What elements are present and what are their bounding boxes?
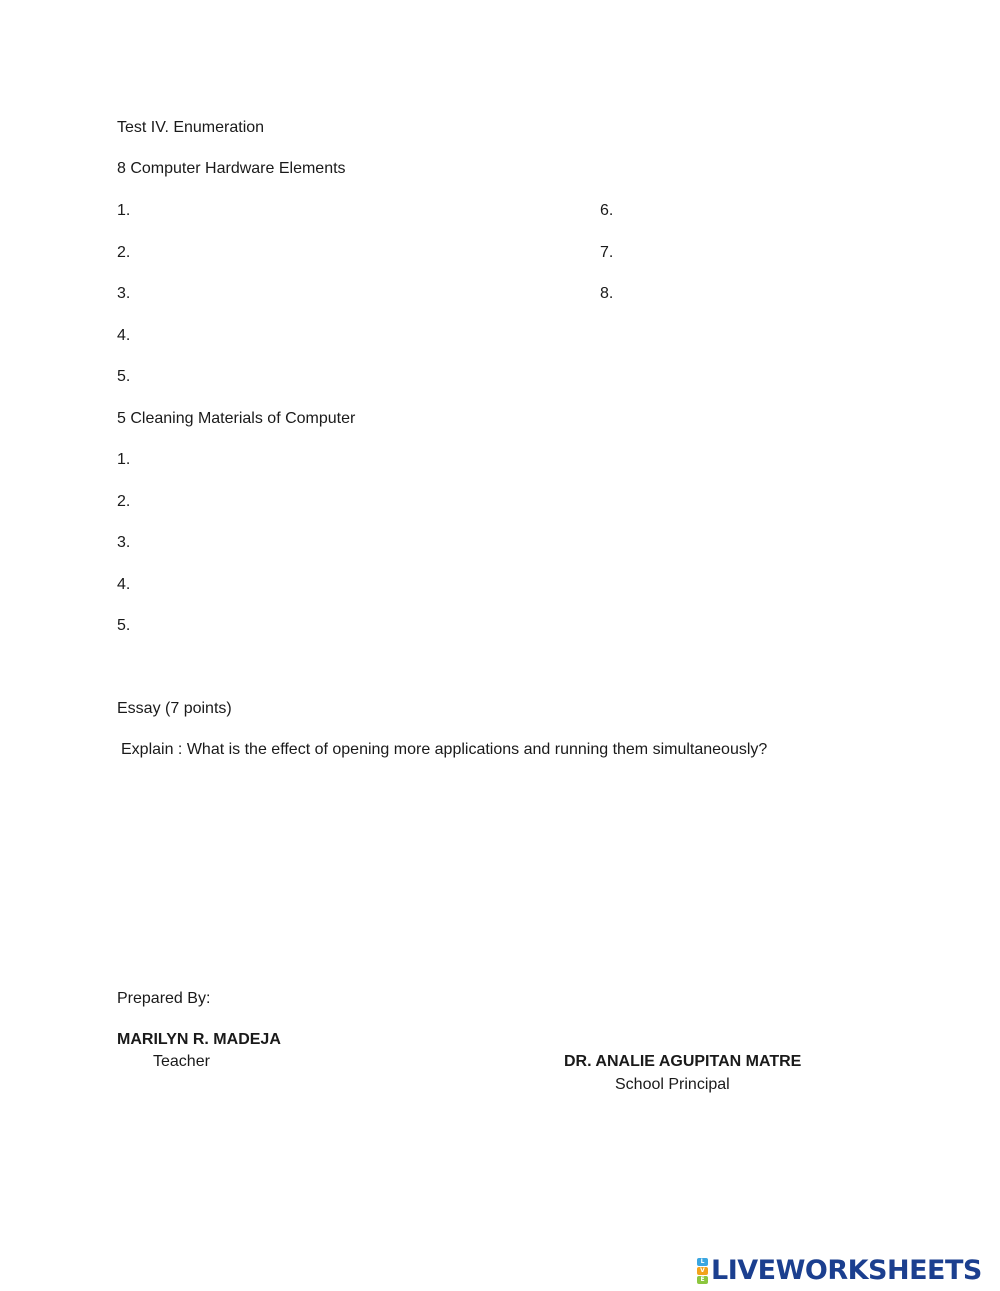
section-heading-hardware: 8 Computer Hardware Elements xyxy=(117,160,346,177)
list-item: 1. xyxy=(117,451,131,468)
prepared-by-label: Prepared By: xyxy=(117,990,211,1007)
principal-name: DR. ANALIE AGUPITAN MATRE xyxy=(564,1053,802,1070)
section-heading-cleaning: 5 Cleaning Materials of Computer xyxy=(117,410,356,427)
list-item: 4. xyxy=(117,576,131,593)
list-item: 5. xyxy=(117,617,131,634)
essay-heading: Essay (7 points) xyxy=(117,700,232,717)
essay-prompt: Explain : What is the effect of opening more applications and running them simultaneously? xyxy=(121,741,768,758)
logo-text: LIVEWORKSHEETS xyxy=(711,1255,982,1286)
teacher-role: Teacher xyxy=(153,1053,210,1070)
liveworksheets-logo xyxy=(697,1254,982,1288)
list-item: 3. xyxy=(117,534,131,551)
logo-block: L xyxy=(697,1258,708,1266)
list-item: 5. xyxy=(117,368,131,385)
teacher-name: MARILYN R. MADEJA xyxy=(117,1031,281,1048)
logo-block: E xyxy=(697,1276,708,1284)
logo-block: V xyxy=(697,1267,708,1275)
list-item: 6. xyxy=(600,202,614,219)
list-item: 2. xyxy=(117,493,131,510)
list-item: 7. xyxy=(600,244,614,261)
list-item: 8. xyxy=(600,285,614,302)
list-item: 2. xyxy=(117,244,131,261)
logo-blocks-icon xyxy=(697,1258,708,1284)
principal-role: School Principal xyxy=(615,1076,730,1093)
test-title: Test IV. Enumeration xyxy=(117,119,265,136)
list-item: 4. xyxy=(117,327,131,344)
list-item: 1. xyxy=(117,202,131,219)
list-item: 3. xyxy=(117,285,131,302)
